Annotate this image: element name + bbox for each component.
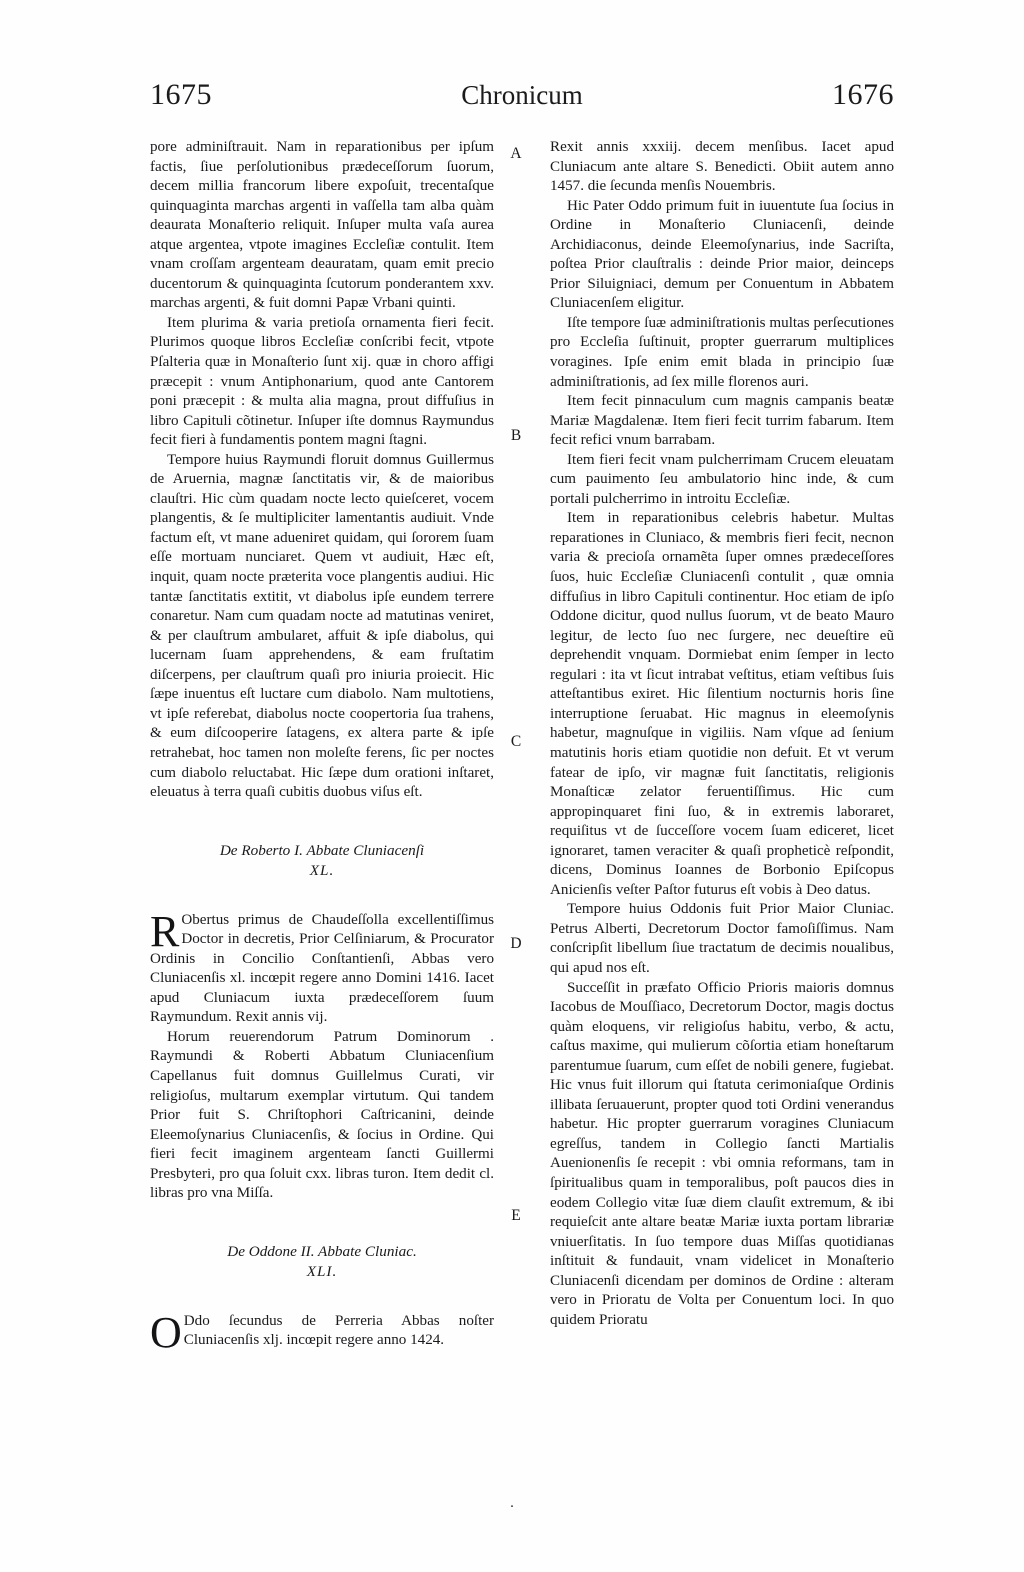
spacer bbox=[150, 803, 494, 841]
folio-number-right: 1676 bbox=[832, 78, 894, 111]
paragraph: Horum reuerendorum Patrum Dominorum . Raymundi & Roberti Abbatum Cluniacenſium Capellanus fuit domnus Guillelmus Curati, vir religioſus, multarum exemplar virtutum. Qui tandem Prior fuit S. Chriſtophori Caſtricanini, deinde Eleemoſynarius Cluniacenſis, & ſocius in Ordine. Qui fieri fecit imaginem argenteam ſancti Guillermi Presbyteri, pro qua ſoluit cxx. libras turon. Item dedit cl. libras pro vna Miſſa. bbox=[150, 1028, 494, 1202]
bottom-centre-mark: . bbox=[510, 1495, 514, 1511]
spacer bbox=[150, 1204, 494, 1242]
margin-letter-a: A bbox=[510, 145, 522, 162]
dropcap-paragraph bbox=[150, 1307, 494, 1357]
paragraph: Tempore huius Oddonis fuit Prior Maior Cluniac. Petrus Alberti, Decretorum Doctor famoſiſſimus. Nam conſcripſit libellum ſiue tractatum de decimis noualibus, qui apud nos eſt. bbox=[550, 901, 894, 976]
paragraph: Item fecit pinnaculum cum magnis campanis beatæ Mariæ Magdalenæ. Item fieri fecit turrim fabarum. Item fecit refici vnum barrabam. bbox=[550, 393, 894, 449]
section-number: XL. bbox=[309, 861, 335, 879]
margin-letter-b: B bbox=[510, 427, 522, 444]
paragraph: Iſte tempore ſuæ adminiſtrationis multas perſecutiones pro Eccleſia ſuſtinuit, propter guerrarum multiplices voragines. Ipſe enim emit blada in principio ſuæ adminiſtrationis, ad ſex mille florenos auri. bbox=[550, 314, 894, 390]
paragraph: pore adminiſtrauit. Nam in reparationibus per ipſum factis, ſiue perſolutionibus prædeceſſorum ſuorum, decem millia francorum libere expoſuit, trecentaſque quinquaginta marchas argenti in vaſſella tam alba quàm deaurata Monaſterio reliquit. Inſuper multa vaſa aurea atque argentea, vtpote imagines Eccleſiæ contulit. Item vnam croſſam argenteam deauratam, quam emit precio ducentorum & quinquaginta ſcutorum ponderantem xxv. marchas argenti, & fuit domni Papæ Vrbani quinti. bbox=[150, 139, 494, 312]
paragraph: Hic Pater Oddo primum fuit in iuuentute ſua ſocius in Ordine in Monaſterio Cluniacenſi, deinde Archidiaconus, deinde Eleemoſynarius, inde Sacriſta, poſtea Prior clauſtralis : deinde Prior maior, deinceps Prior Siluigniaci, demum per Conuentum in Abbatem Cluniacenſem eligitur. bbox=[550, 197, 894, 312]
paragraph: Ddo ſecundus de Perreria Abbas noſter Cluniacenſis xlj. incœpit regere anno 1424. bbox=[183, 1312, 494, 1349]
dropcap-paragraph bbox=[150, 906, 494, 1028]
drop-cap: R bbox=[150, 906, 180, 956]
paragraph: Tempore huius Raymundi floruit domnus Guillermus de Aruernia, magnæ ſanctitatis vir, & de maioribus clauſtri. Hic cùm quadam nocte lecto quieſceret, vocem plangentis, & ſe multipliciter lamentantis audiuit. Vnde factum eſt, vt mane adueniret quidam, qui ſororem ſuam eſſe mortuam nunciaret. Quem vt audiuit, Hæc eſt, inquit, quam nocte præterita voce plangentis audiui. Hic tantæ ſanctitatis extitit, vt diabolus ipſe eundem terrere conaretur. Nam cum quadam nocte ad matutinas veniret, & per clauſtrum ambularet, affuit & ipſe diabolus, qui lucernam ſuam apprehendens, & eam fruſtatim diſcerpens, per clauſtrum quaſi pro iniuria proiecit. Hic ſæpe inuentus eſt luctare cum diabolo. Nam multotiens, vt ipſe referebat, diabolus nocte coopertoria ſua trahens, & eum diſcooperire ſatagens, ex altera parte & ipſe retrahebat, hoc tamen non moleſte ferens, ſic per noctes cum diabolo reluctabat. Hic ſæpe dum orationi inſtaret, eleuatus à terra quaſi cubitis duobus viſus eſt. bbox=[150, 451, 494, 801]
paragraph: Item plurima & varia pretioſa ornamenta fieri fecit. Plurimos quoque libros Eccleſiæ conſcribi fecit, vtpote Pſalteria quæ in Monaſterio ſunt xij. quæ in choro affigi præcepit : vnum Antiphonarium, quod ante Cantorem poni præcepit : & multa alia magna, prout diffuſius in libro Capituli cõtinetur. Inſuper iſte domnus Raymundus fecit fieri à fundamentis pontem magni ſtagni. bbox=[150, 314, 494, 449]
right-column bbox=[550, 138, 894, 1330]
folio-number-left: 1675 bbox=[150, 78, 212, 111]
spacer bbox=[150, 881, 494, 911]
section-heading: De Oddone II. Abbate Cluniac. bbox=[227, 1242, 417, 1260]
running-head bbox=[150, 78, 894, 122]
paragraph: Rexit annis xxxiij. decem menſibus. Iacet apud Cluniacum ante altare S. Benedicti. Obiit autem anno 1457. die ſecunda menſis Nouembris. bbox=[550, 139, 894, 195]
margin-letter-e: E bbox=[511, 1207, 521, 1224]
paragraph: Item fieri fecit vnam pulcherrimam Crucem eleuatam cum pauimento ſeu ambulatorio hinc inde, & cum portali pulcherrimo in introitu Eccleſiæ. bbox=[550, 451, 894, 507]
section-heading: De Roberto I. Abbate Cluniacenſi bbox=[219, 841, 425, 859]
margin-letter-d: D bbox=[510, 935, 522, 952]
paragraph: Succeſſit in præfato Officio Prioris maioris domnus Iacobus de Mouſſiaco, Decretorum Doctor, magis doctus quàm eloquens, vir religioſus habitu, verbo, & actu, caſtus maxime, qui mulierum cõſortia etiam honeſtarum parentumue ſuarum, cum eſſet de nobili genere, fugiebat. Hic vnus fuit illorum qui ſtatuta cerimoniaſque Ordinis illibata ſeruauerunt, propter quod toti Ordini venerandus habetur. Hic propter guerrarum voragines Cluniacum egreſſus, tandem in Collegio ſancti Martialis Auenionenſis ſe recepit : vbi omnia reformans, tam in ſpiritualibus quam in temporalibus, poſt paucos dies in eodem Collegio vitæ ſuæ diem clauſit extremum, & ibi requieſcit ante altare beatæ Mariæ iuxta portam librariæ vniuerſitatis. In ſuo tempore duas Miſſas quotidianas inſtituit & fundauit, vnam videlicet in Monaſterio Cluniacenſi dicendam per dominos de Ordine : alteram vero in Prioratu de Volta per Conuentum loci. In quo quidem Prioratu bbox=[550, 979, 894, 1328]
paragraph: Obertus primus de Chaudeſſolla excellentiſſimus Doctor in decretis, Prior Celſiniarum, & Procurator Ordinis in Concilio Conſtantienſi, Abbas vero Cluniacenſis xl. incœpit regere anno Domini 1416. Iacet apud Cluniacum iuxta prædeceſſorem ſuum Raymundum. Rexit annis vij. bbox=[150, 911, 494, 1026]
drop-cap: O bbox=[150, 1307, 182, 1357]
margin-letter-c: C bbox=[510, 733, 522, 750]
page-title: Chronicum bbox=[461, 80, 583, 110]
section-number: XLI. bbox=[306, 1262, 338, 1280]
left-column bbox=[150, 138, 494, 1357]
spacer bbox=[150, 1282, 494, 1312]
paragraph: Item in reparationibus celebris habetur. Multas reparationes in Cluniaco, & membris fieri fecit, necnon varia & precioſa ornamẽta ſuper omnes prædeceſſores ſuos, huic Eccleſiæ Cluniacenſi contulit , quæ omnia diffuſius in libro Capituli continentur. Hoc etiam de ipſo Oddone dicitur, quod nullus ſuorum, vt de beato Mauro legitur, de lecto ſuo nec ſurgere, nec deueſtire eũ deprehendit vnquam. Dormiebat enim ſemper in lecto regulari : ita vt ſicut intrabat veſtitus, etiam veſtibus ſuis atteſtantibus exiret. Hic ſilentium nocturnis horis ſine interruptione ſeruabat. Hic magnus in eleemoſynis habetur, magnuſque in vigiliis. Nam vſque ad ſenium matutinis horis etiam quotidie non defuit. Et vt verum fatear de ipſo, vir magnæ fuit ſanctitatis, religionis Monaſticæ zelator feruentiſſimus. Hic cum appropinquaret fini ſuo, & in extremis laboraret, requiſitus vt de ſucceſſore vocem ſuam ediceret, licet ignoraret, tamen veraciter & quaſi propheticè reſpondit, dicens, Dominus Ioannes de Borbonio Epiſcopus Anicienſis veſter Paſtor futurus eſt vobis à Deo datus. bbox=[550, 510, 894, 898]
